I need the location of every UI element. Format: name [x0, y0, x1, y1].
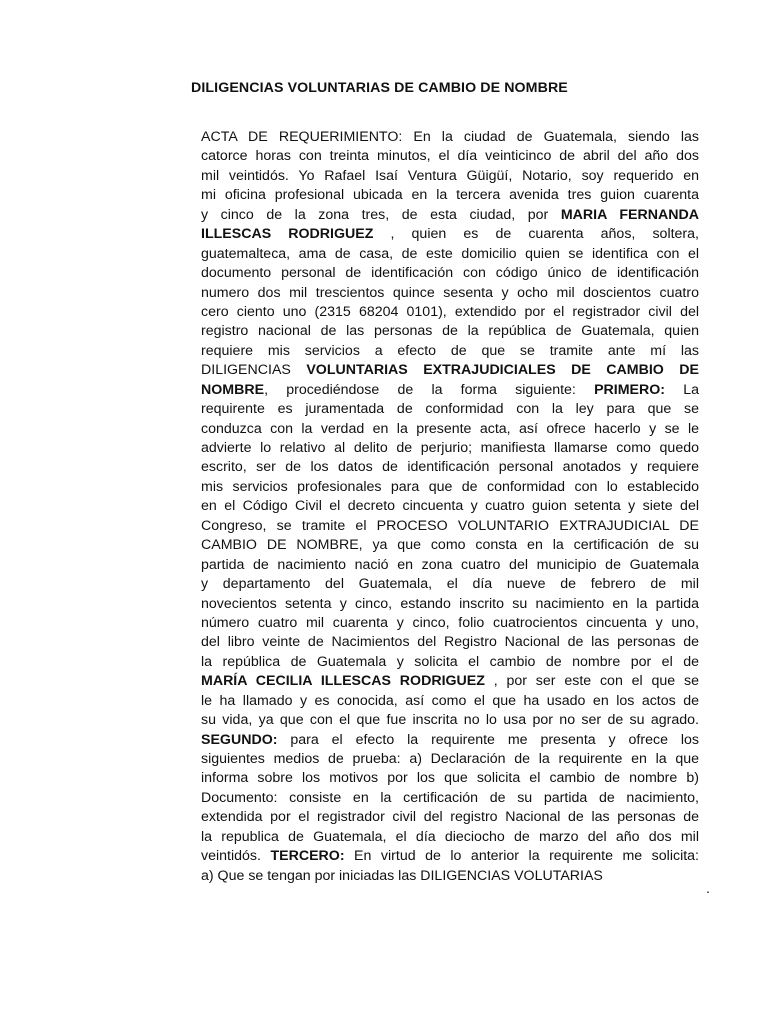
- text-run: informa sobre los motivos por los que solicita el cambio de nombre b): [201, 770, 699, 787]
- document-line: [201, 808, 699, 827]
- document-line: [201, 342, 699, 361]
- text-run: conduzca con la verdad en la presente acta, así ofrece hacerlo y se le: [201, 420, 699, 437]
- text-run: requiere mis servicios a efecto de que se tramite ante mí las: [201, 342, 699, 359]
- text-run: mis servicios profesionales para que de conformidad con lo establecido: [201, 478, 699, 495]
- text-run: la republica de Guatemala, el día dieciocho de marzo del año dos mil: [201, 828, 699, 845]
- text-run: catorce horas con treinta minutos, el día veinticinco de abril del año dos: [201, 148, 699, 165]
- document-line: [201, 614, 699, 633]
- text-run: y cinco de la zona tres, de esta ciudad, por: [201, 206, 561, 223]
- bold-text: SEGUNDO:: [201, 731, 278, 748]
- text-run: siguientes medios de prueba: a) Declaración de la requirente en la que: [201, 751, 699, 767]
- text-run: le ha llamado y es conocida, así como el que ha usado en los actos de: [201, 692, 699, 709]
- document-line: [201, 458, 699, 477]
- document-line: [201, 186, 699, 205]
- document-line: [201, 245, 699, 264]
- document-line: [201, 769, 699, 788]
- document-line: [201, 303, 699, 322]
- document-line: [201, 517, 699, 536]
- document-line: [201, 731, 699, 750]
- text-run: cero ciento uno (2315 68204 0101), extendido por el registrador civil del: [201, 303, 699, 320]
- document-line: [201, 653, 699, 672]
- document-line: [201, 828, 699, 847]
- text-run: guatemalteca, ama de casa, de este domicilio quien se identifica con el: [201, 245, 699, 262]
- text-run: documento personal de identificación con código único de identificación: [201, 265, 699, 282]
- text-run: ACTA DE REQUERIMIENTO: En la ciudad de Guatemala, siendo las: [201, 129, 699, 145]
- document-line: [201, 420, 699, 439]
- text-run: novecientos setenta y cinco, estando inscrito su nacimiento en la partida: [201, 595, 699, 612]
- text-run: registro nacional de las personas de la república de Guatemala, quien: [201, 323, 699, 340]
- document-line: [201, 361, 699, 380]
- text-run: del libro veinte de Nacimientos del Registro Nacional de las personas de: [201, 634, 699, 651]
- text-run: veintidós.: [201, 848, 271, 865]
- document-line: [201, 439, 699, 458]
- document-title: DILIGENCIAS VOLUNTARIAS DE CAMBIO DE NOMBRE: [191, 80, 568, 96]
- text-run: DILIGENCIAS: [201, 362, 307, 379]
- document-line: [201, 147, 699, 166]
- document-body: [201, 128, 699, 886]
- text-run: extendida por el registrador civil del registro Nacional de las personas de: [201, 809, 699, 826]
- text-run: mi oficina profesional ubicada en la tercera avenida tres guion cuarenta: [201, 187, 699, 204]
- document-line: [201, 789, 699, 808]
- document-line: [201, 692, 699, 711]
- text-run: La: [665, 381, 699, 398]
- document-line: [201, 264, 699, 283]
- document-line: [201, 556, 699, 575]
- text-run: CAMBIO DE NOMBRE, ya que como consta en la certificación de su: [201, 537, 699, 554]
- document-line: [201, 497, 699, 516]
- text-run: Congreso, se tramite el PROCESO VOLUNTARIO EXTRAJUDICIAL DE: [201, 517, 699, 534]
- document-line: [201, 595, 699, 614]
- text-run: , por ser este con el que se: [484, 673, 699, 690]
- bold-text: MARIA FERNANDA: [560, 206, 699, 223]
- document-line: [201, 478, 699, 497]
- bold-text: TERCERO:: [270, 848, 345, 865]
- text-run: a) Que se tengan por iniciadas las DILIGENCIAS VOLUTARIAS: [201, 867, 603, 884]
- text-run: número cuatro mil cuarenta y cinco, folio cuatrocientos cincuenta y uno,: [201, 614, 699, 631]
- text-run: mil veintidós. Yo Rafael Isaí Ventura Güigüí, Notario, soy requerido en: [201, 167, 699, 184]
- text-run: requirente es juramentada de conformidad con la ley para que se: [201, 401, 699, 418]
- document-line: [201, 225, 699, 244]
- text-run: , quien es de cuarenta años, soltera,: [373, 226, 699, 243]
- text-run: numero dos mil trescientos quince sesenta y ocho mil doscientos cuatro: [201, 284, 699, 301]
- document-line: [201, 322, 699, 341]
- document-line: [201, 167, 699, 186]
- document-line: [201, 847, 699, 866]
- document-line: [201, 400, 699, 419]
- text-run: partida de nacimiento nació en zona cuatro del municipio de Guatemala: [201, 556, 699, 573]
- bold-text: ILLESCAS RODRIGUEZ: [201, 226, 374, 243]
- bold-text: NOMBRE: [201, 381, 265, 398]
- document-line: [201, 575, 699, 594]
- text-run: y departamento del Guatemala, el día nueve de febrero de mil: [201, 576, 699, 593]
- document-line: [201, 672, 699, 691]
- bold-text: PRIMERO:: [594, 381, 666, 398]
- bold-text: VOLUNTARIAS EXTRAJUDICIALES DE CAMBIO DE: [306, 362, 699, 379]
- text-run: , procediéndose de la forma siguiente:: [264, 381, 595, 398]
- text-run: la república de Guatemala y solicita el cambio de nombre por el de: [201, 653, 699, 670]
- document-line: [201, 536, 699, 555]
- document-line: [201, 867, 699, 886]
- document-line: [201, 750, 699, 769]
- text-run: escrito, ser de los datos de identificación personal anotados y requiere: [201, 459, 699, 476]
- document-line: [201, 711, 699, 730]
- document-line: [201, 381, 699, 400]
- document-line: [201, 128, 699, 147]
- text-run: En virtud de lo anterior la requirente me solicita:: [344, 848, 699, 865]
- document-line: [201, 206, 699, 225]
- trailing-mark: .: [706, 880, 710, 896]
- document-line: [201, 633, 699, 652]
- text-run: Documento: consiste en la certificación de su partida de nacimiento,: [201, 789, 699, 806]
- bold-text: MARÍA CECILIA ILLESCAS RODRIGUEZ: [201, 673, 485, 690]
- text-run: su vida, ya que con el que fue inscrita no lo usa por no ser de su agrado.: [201, 712, 699, 729]
- text-run: para el efecto la requirente me presenta y ofrece los: [277, 731, 699, 748]
- text-run: advierte lo relativo al delito de perjurio; manifiesta llamarse como quedo: [201, 440, 699, 456]
- text-run: en el Código Civil el decreto cincuenta y cuatro guion setenta y siete del: [201, 498, 699, 515]
- document-line: [201, 284, 699, 303]
